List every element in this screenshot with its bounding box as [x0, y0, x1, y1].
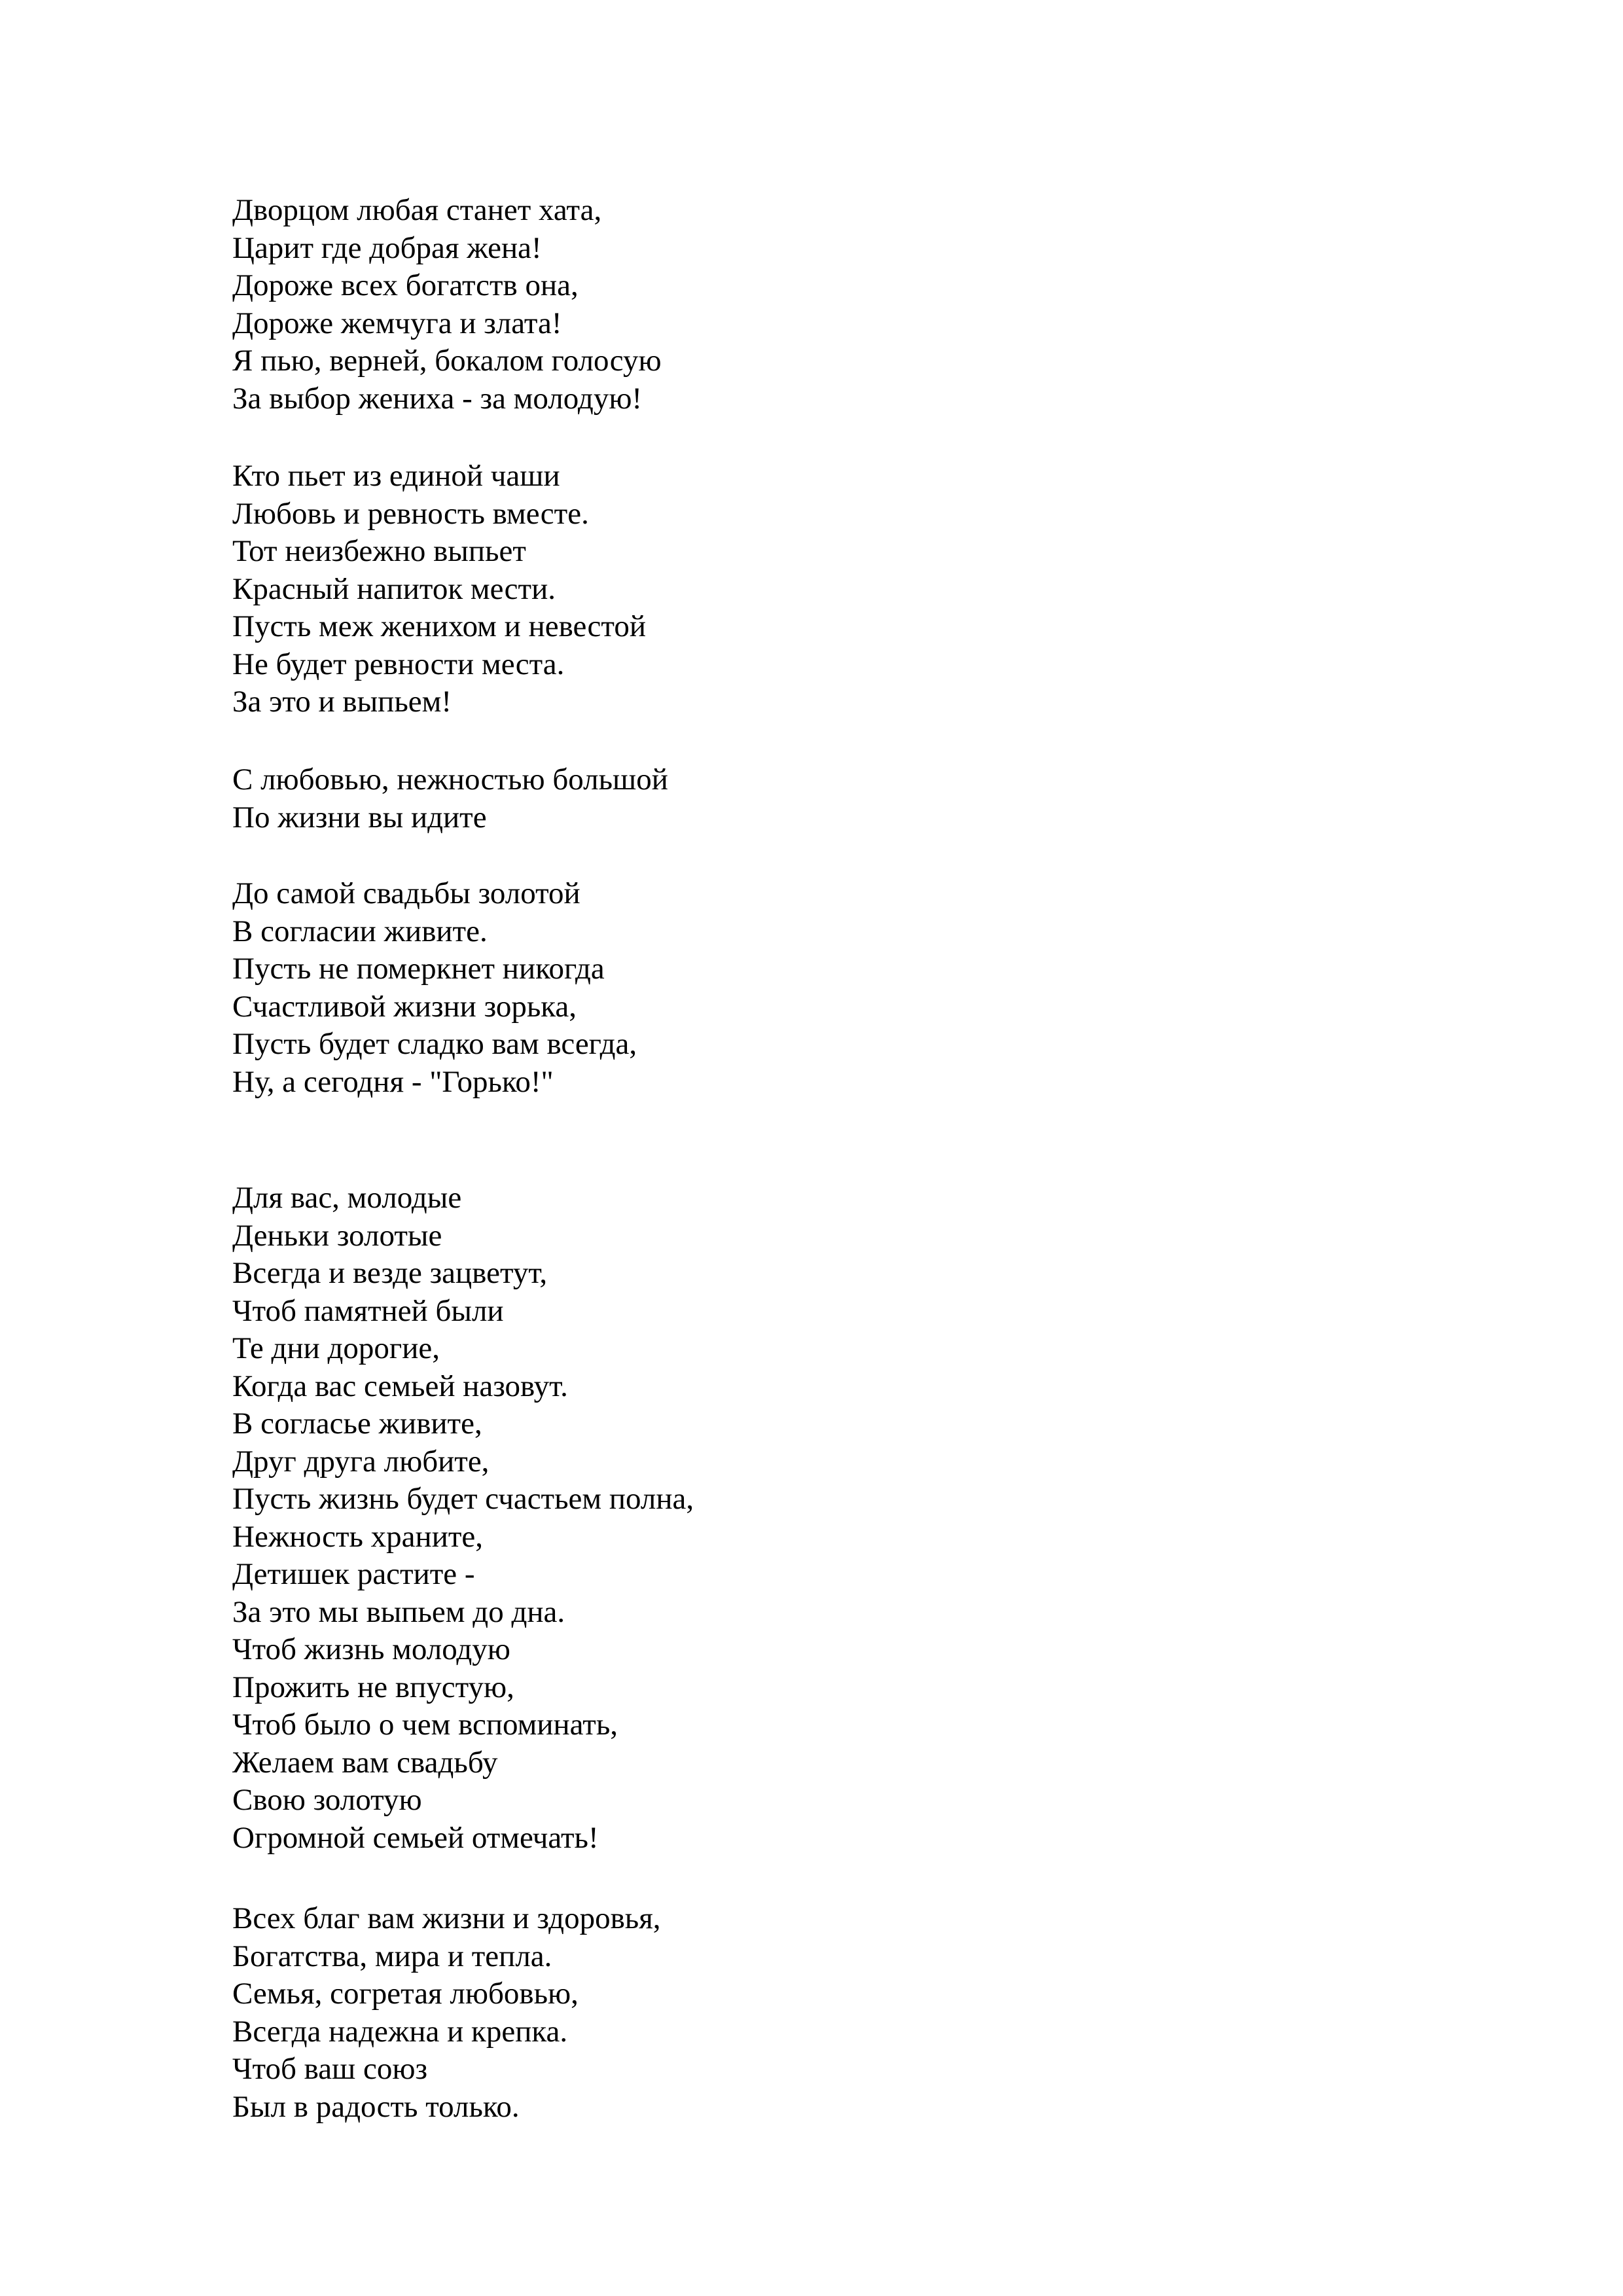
poem-line: Чтоб ваш союз [232, 2052, 428, 2086]
poem-line: Свою золотую [232, 1783, 422, 1817]
poem-line: Не будет ревности места. [232, 647, 565, 681]
poem-line: За выбор жениха - за молодую! [232, 381, 643, 416]
poem-line: Те дни дорогие, [232, 1331, 440, 1365]
poem-line: Пусть будет сладко вам всегда, [232, 1027, 637, 1061]
poem-line: Всегда надежна и крепка. [232, 2014, 568, 2049]
poem-line: Ну, а сегодня - "Горько!" [232, 1064, 554, 1099]
poem-line: Дворцом любая станет хата, [232, 193, 602, 227]
poem-line: Желаем вам свадьбу [232, 1745, 498, 1780]
poem-line: Тот неизбежно выпьет [232, 534, 526, 568]
poem-line: Огромной семьей отмечать! [232, 1820, 599, 1855]
poem-line: В согласье живите, [232, 1407, 482, 1441]
poem-line: Всегда и везде зацветут, [232, 1256, 548, 1290]
poem-line: Пусть не померкнет никогда [232, 952, 605, 986]
poem-line: Дороже всех богатств она, [232, 268, 579, 302]
poem-line: Был в радость только. [232, 2089, 520, 2124]
poem-line: Чтоб памятней были [232, 1293, 504, 1328]
stanza [232, 875, 637, 1101]
poem-line: Я пью, верней, бокалом голосую [232, 344, 662, 378]
poem-line: В согласии живите. [232, 914, 488, 948]
poem-line: Детишек растите - [232, 1557, 475, 1591]
poem-line: Нежность храните, [232, 1519, 483, 1554]
poem-line: Красный напиток мести. [232, 571, 556, 606]
stanza [232, 457, 646, 721]
poem-line: Пусть меж женихом и невестой [232, 609, 646, 643]
stanza [232, 761, 668, 836]
poem-line: Деньки золотые [232, 1218, 442, 1253]
poem-line: За это и выпьем! [232, 685, 452, 719]
poem-line: Семья, согретая любовью, [232, 1977, 579, 2011]
poem-line: До самой свадьбы золотой [232, 876, 580, 910]
poem-line: По жизни вы идите [232, 800, 487, 834]
poem-line: С любовью, нежностью большой [232, 762, 668, 797]
poem-line: Чтоб было о чем вспоминать, [232, 1708, 618, 1742]
poem-line: Богатства, мира и тепла. [232, 1939, 552, 1973]
poem-line: Царит где добрая жена! [232, 230, 542, 265]
poem-line: Чтоб жизнь молодую [232, 1632, 510, 1666]
poem-line: Для вас, молодые [232, 1181, 462, 1215]
stanza [232, 192, 662, 418]
poem-line: Пусть жизнь будет счастьем полна, [232, 1482, 694, 1516]
poem-line: Когда вас семьей назовут. [232, 1369, 568, 1403]
poem-line: Счастливой жизни зорька, [232, 989, 577, 1024]
poem-line: Всех благ вам жизни и здоровья, [232, 1901, 661, 1935]
poem-line: Друг друга любите, [232, 1444, 490, 1479]
poem-line: Прожить не впустую, [232, 1670, 514, 1704]
poem-line: Кто пьет из единой чаши [232, 459, 560, 493]
poem-line: Дороже жемчуга и злата! [232, 306, 562, 340]
poem-line: Любовь и ревность вместе. [232, 496, 589, 531]
stanza [232, 1900, 661, 2126]
poem-line: За это мы выпьем до дна. [232, 1594, 565, 1629]
stanza [232, 1179, 694, 1857]
